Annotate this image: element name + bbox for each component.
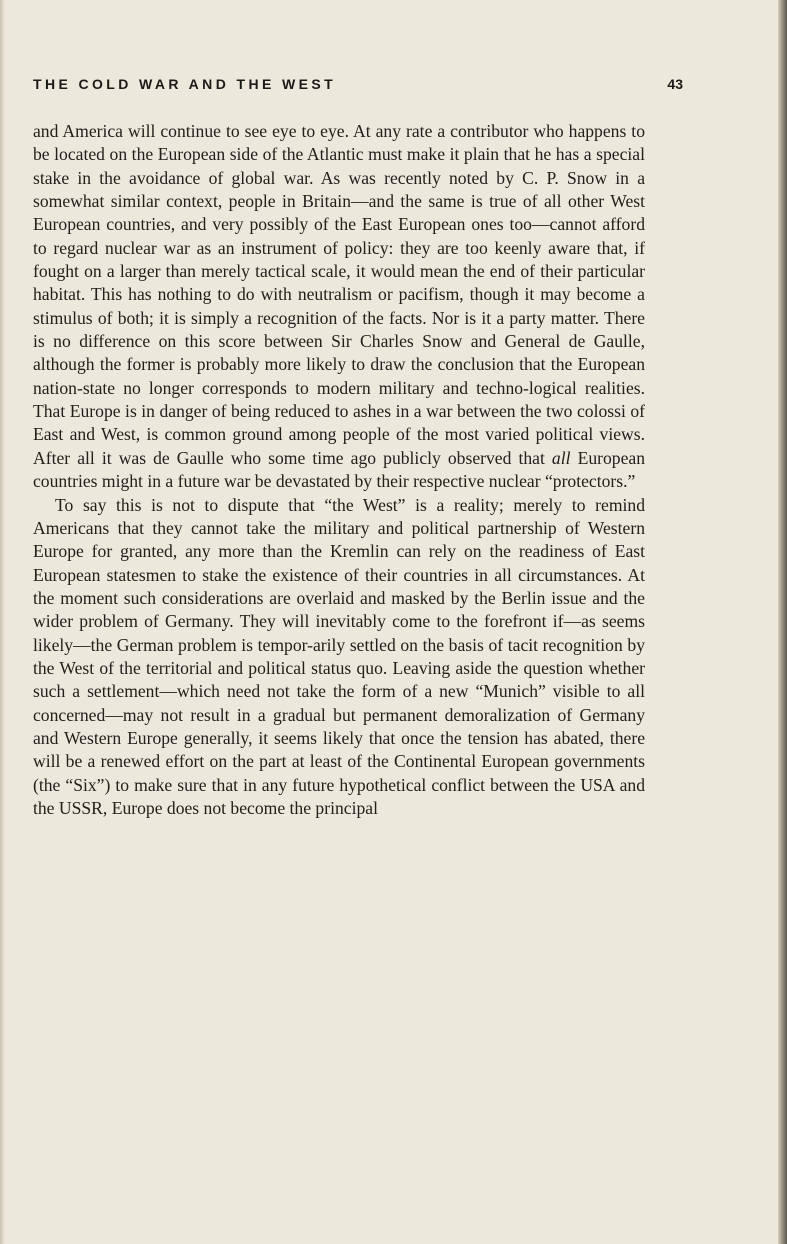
running-head: [33, 76, 683, 98]
page-number: 43: [667, 76, 683, 92]
paragraph-1-text-b: European countries might in a future war be devastated by their respective nuclear “protectors.”: [33, 447, 645, 492]
page-left-edge: [0, 0, 5, 1244]
body-text: [33, 120, 645, 820]
paragraph-1: [33, 120, 645, 494]
running-title: THE COLD WAR AND THE WEST: [33, 76, 337, 92]
paragraph-2: To say this is not to dispute that “the West” is a reality; merely to remind Americans that they cannot take the military and political partnership of Western Europe for granted, any more than the Kremlin can rely on the readiness of East European statesmen to stake the existence of their countries in all circumstances. At the moment such considerations are overlaid and masked by the Berlin issue and the wider problem of Germany. They will inevitably come to the forefront if—as seems likely—the German problem is tempor-arily settled on the basis of tacit recognition by the West of the territorial and political status quo. Leaving aside the question whether such a settlement—which need not take the form of a new “Munich” visible to all concerned—may not result in a gradual but permanent demoralization of Germany and Western Europe generally, it seems likely that once the tension has abated, there will be a renewed effort on the part at least of the Continental European governments (the “Six”) to make sure that in any future hypothetical conflict between the USA and the USSR, Europe does not become the principal: [33, 494, 645, 818]
paragraph-1-text-a: and America will continue to see eye to eye. At any rate a contributor who happens to be located on the European side of the Atlantic must make it plain that he has a special stake in the avoidance of global war. As was recently noted by C. P. Snow in a somewhat similar context, people in Britain—and the same is true of all other West European countries, and very possibly of the East European ones too—cannot afford to regard nuclear war as an instrument of policy: they are too keenly aware that, if fought on a larger than merely tactical scale, it would mean the end of their particular habitat. This has nothing to do with neutralism or pacifism, though it may become a stimulus of both; it is simply a recognition of the facts. Nor is it a party matter. There is no difference on this score between Sir Charles Snow and General de Gaulle, although the former is probably more likely to draw the conclusion that the European nation-state no longer corresponds to modern military and techno-logical realities. That Europe is in danger of being reduced to ashes in a war between the two colossi of East and West, is common ground among people of the most varied political views. After all it was de Gaulle who some time ago publicly observed that: [33, 121, 645, 468]
book-spine-shadow: [778, 0, 787, 1244]
emphasis-all: all: [551, 447, 571, 468]
